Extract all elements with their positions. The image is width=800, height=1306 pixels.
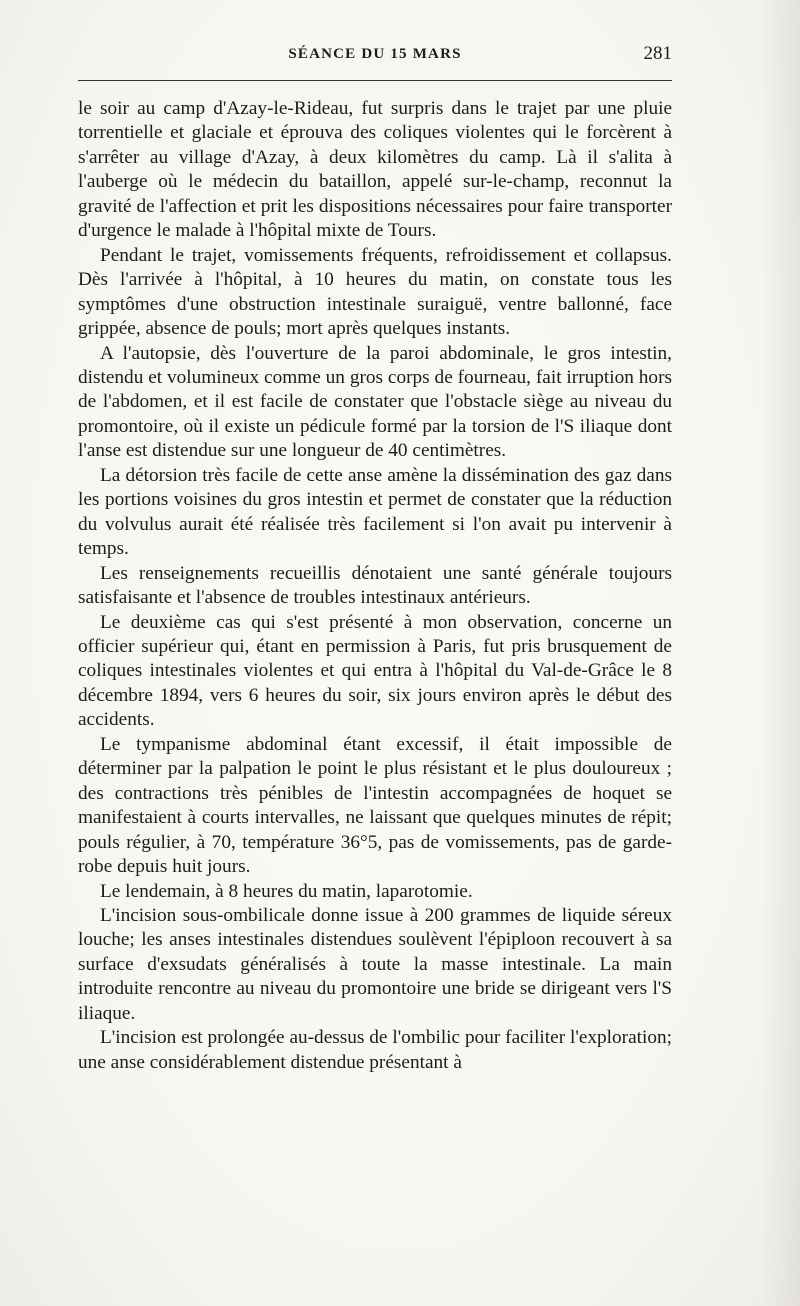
header-rule — [78, 80, 672, 81]
paragraph: Le tympanisme abdominal étant excessif, il était impossible de déterminer par la palpation le point le plus résistant et le plus douloureux ; des contractions très pénibles de l'intestin accompagnées de hoquet se manifestaient à courts intervalles, ne laissant que quelques minutes de répit; pouls régulier, à 70, température 36°5, pas de vomissements, pas de garde-robe depuis huit jours. — [78, 733, 672, 878]
paragraph: Pendant le trajet, vomissements fréquents, refroidissement et collapsus. Dès l'arrivée à l'hôpital, à 10 heures du matin, on constate tous les symptômes d'une obstruction intestinale suraiguë, ventre ballonné, face grippée, absence de pouls; mort après quelques instants. — [78, 244, 672, 340]
paragraph: L'incision est prolongée au-dessus de l'ombilic pour faciliter l'exploration; une anse considérablement distendue présentant à — [78, 1027, 672, 1073]
paragraph: Le lendemain, à 8 heures du matin, laparotomie. — [100, 880, 473, 902]
paragraph: Les renseignements recueillis dénotaient une santé générale toujours satisfaisante et l'absence de troubles intestinaux antérieurs. — [78, 562, 672, 609]
paragraph: le soir au camp d'Azay-le-Rideau, fut surpris dans le trajet par une pluie torrentielle et glaciale et éprouva des coliques violentes qui le forcèrent à s'arrêter au village d'Azay, à deux kilomètres du camp. Là il s'alita à l'auberge où le médecin du bataillon, appelé sur-le-champ, reconnut la gravité de l'affection et prit les dispositions nécessaires pour faire transporter d'urgence le malade à l'hôpital mixte de Tours. — [78, 98, 672, 242]
page-number: 281 — [643, 43, 672, 64]
paragraph: L'incision sous-ombilicale donne issue à 200 grammes de liquide séreux louche; les anses intestinales distendues soulèvent l'épiploon recouvert à sa surface d'exsudats généralisés à toute la masse intestinale. La main introduite rencontre au niveau du promontoire une bride se dirigeant vers l'S iliaque. — [78, 904, 672, 1024]
body-text — [78, 97, 672, 1075]
paragraph: A l'autopsie, dès l'ouverture de la paroi abdominale, le gros intestin, distendu et volumineux comme un gros corps de fourneau, fait irruption hors de l'abdomen, et il est facile de constater que l'obstacle siège au niveau du promontoire, où il existe un pédicule formé par la torsion de l'S iliaque dont l'anse est distendue sur une longueur de 40 centimètres. — [78, 342, 672, 462]
running-head: SÉANCE DU 15 MARS — [288, 46, 462, 62]
paragraph: Le deuxième cas qui s'est présenté à mon observation, concerne un officier supérieur qui, étant en permission à Paris, fut pris brusquement de coliques intestinales violentes et qui entra à l'hôpital du Val-de-Grâce le 8 décembre 1894, vers 6 heures du soir, six jours environ après le début des accidents. — [78, 611, 672, 731]
paragraph: La détorsion très facile de cette anse amène la dissémination des gaz dans les portions voisines du gros intestin et permet de constater que la réduction du volvulus aurait été réalisée très facilement si l'on avait pu intervenir à temps. — [78, 464, 672, 560]
page-edge-shadow — [760, 0, 800, 1306]
page-header — [78, 44, 672, 72]
